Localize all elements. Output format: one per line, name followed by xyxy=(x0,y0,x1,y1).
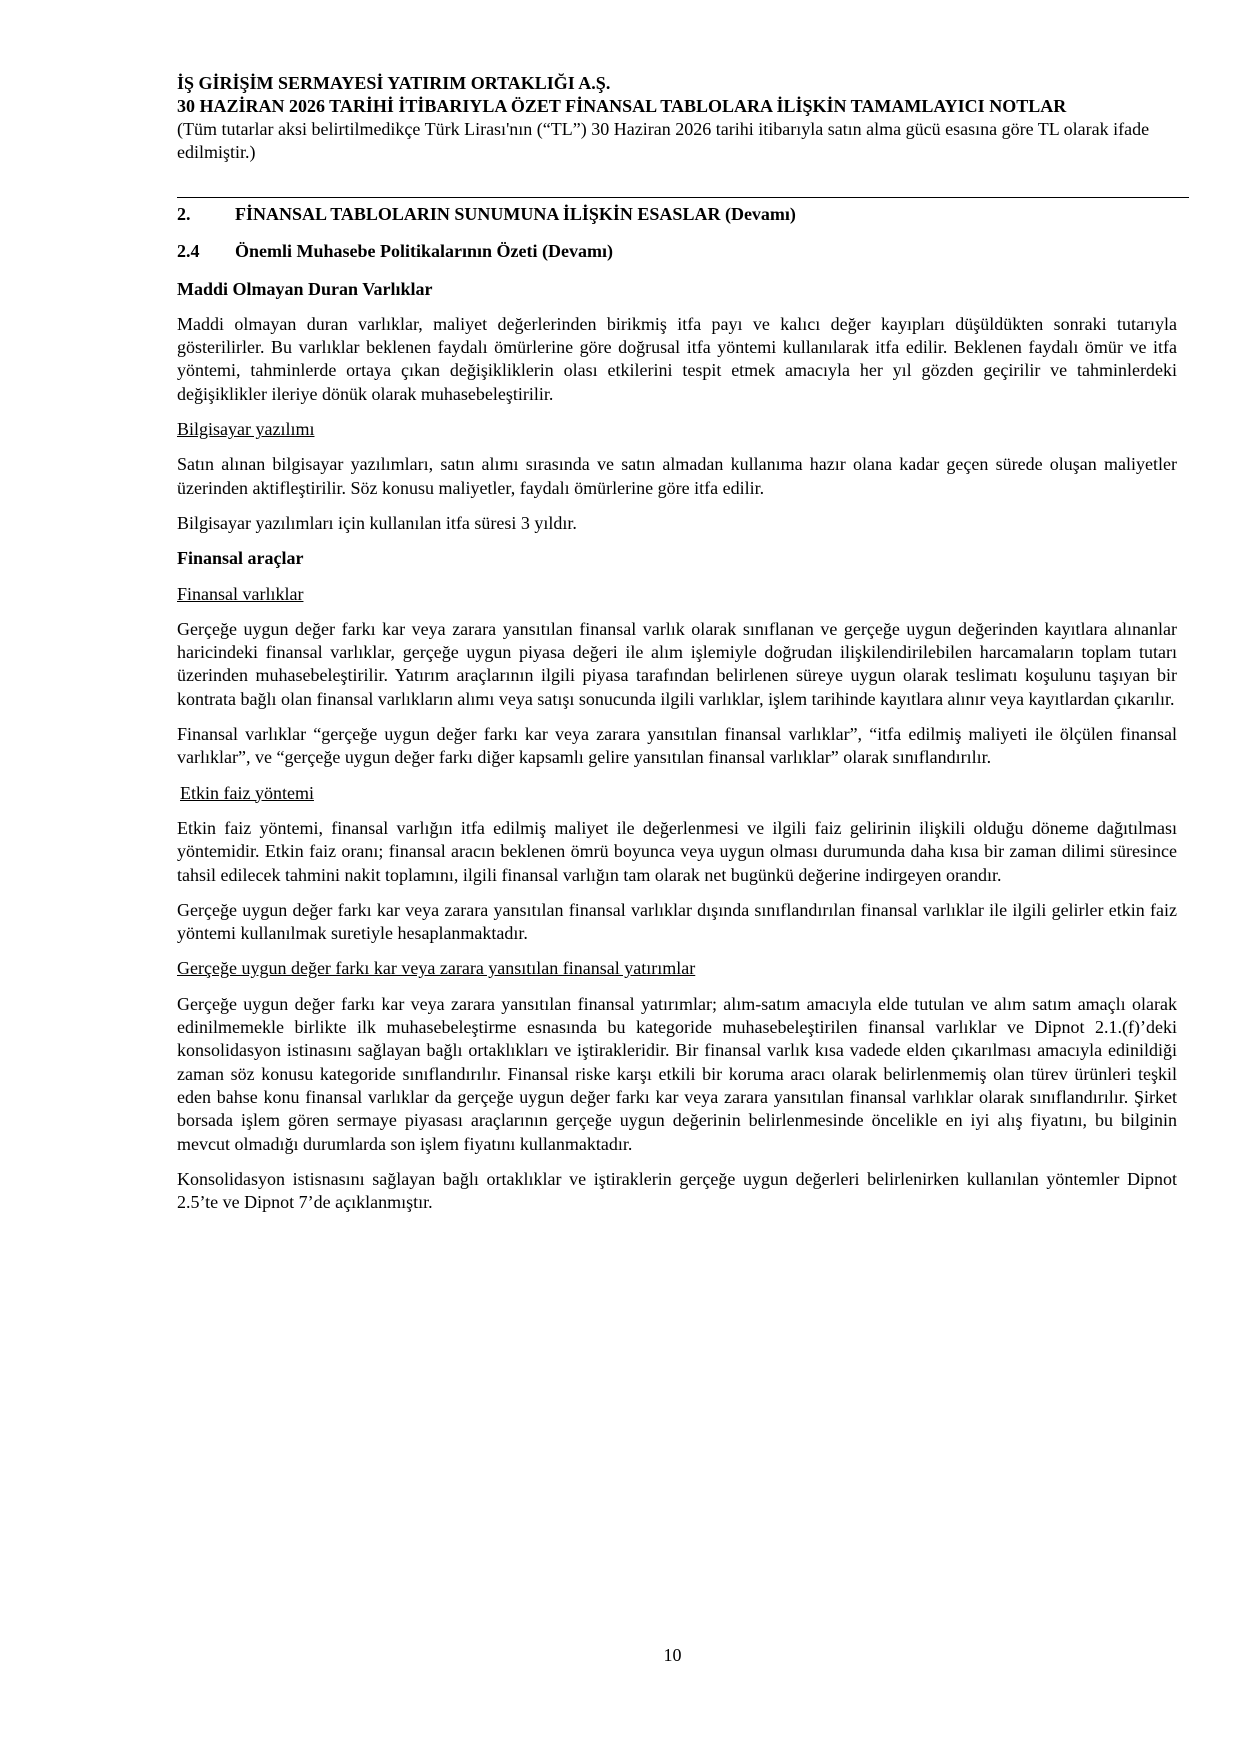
section-number: 2. xyxy=(177,204,191,224)
section-heading xyxy=(177,203,1177,226)
page-content xyxy=(177,203,1177,1226)
financial-assets-paragraph-2: Finansal varlıklar “gerçeğe uygun değer farkı kar veya zarara yansıtılan finansal varlıklar”, “itfa edilmiş maliyeti ile ölçülen finansal varlıklar”, ve “gerçeğe uygun değer farkı diğer kapsamlı gelire yansıtılan finansal varlıklar” olarak sınıflandırılır. xyxy=(177,724,1177,768)
fvtpl-paragraph-1: Gerçeğe uygun değer farkı kar veya zarara yansıtılan finansal yatırımlar; alım-satım amacıyla elde tutulan ve alım satım amaçlı olarak edinilmemekle birlikte ilk muhasebeleştirme esnasında bu kategoride muhasebeleştirilen finansal varlıklar ve Dipnot 2.1.(f)’deki konsolidasyon istinasını sağlayan bağlı ortaklıkları ve iştirakleridir. Bir finansal varlık kısa vadede elden çıkarılması amacıyla edinildiği zaman söz konusu kategoride sınıflandırılır. Finansal riske karşı etkili bir koruma aracı olarak belirlenmemiş olan türev ürünleri teşkil eden bahse konu finansal varlıklar da gerçeğe uygun değer farkı kar veya zarara yansıtılan finansal varlıklar olarak sınıflandırılır. Şirket borsada işlem gören sermaye piyasası araçlarının gerçeğe uygun değerinin belirlenmesinde öncelikle en iyi alış fiyatını, bu bilginin mevcut olmadığı durumlarda son işlem fiyatını kullanmaktadır. xyxy=(177,993,1177,1154)
financial-instruments-heading: Finansal araçlar xyxy=(177,548,304,569)
header-divider xyxy=(177,197,1189,198)
subsection-title: Önemli Muhasebe Politikalarının Özeti (Devamı) xyxy=(235,241,613,262)
software-paragraph-1: Satın alınan bilgisayar yazılımları, satın alımı sırasında ve satın almadan kullanıma hazır olana kadar geçen sürede oluşan maliyetler üzerinden aktifleştirilir. Söz konusu maliyetler, faydalı ömürlerine göre itfa edilir. xyxy=(177,454,1177,498)
software-paragraph-2: Bilgisayar yazılımları için kullanılan itfa süresi 3 yıldır. xyxy=(177,512,577,533)
financial-assets-heading: Finansal varlıklar xyxy=(177,583,304,604)
effective-interest-paragraph-2: Gerçeğe uygun değer farkı kar veya zarara yansıtılan finansal varlıklar dışında sınıflandırılan finansal varlıklar ile ilgili gelirler etkin faiz yöntemi kullanılmak suretiyle hesaplanmaktadır. xyxy=(177,899,1177,944)
company-name: İŞ GİRİŞİM SERMAYESİ YATIRIM ORTAKLIĞI A.Ş. xyxy=(177,73,611,93)
currency-note: (Tüm tutarlar aksi belirtilmedikçe Türk Lirası'nın (“TL”) 30 Haziran 2026 tarihi itibarıyla satın alma gücü esasına göre TL olarak ifade edilmiştir.) xyxy=(177,119,1150,162)
intangibles-paragraph: Maddi olmayan duran varlıklar, maliyet değerlerinden birikmiş itfa payı ve kalıcı değer kayıpları düşüldükten sonraki tutarıyla gösterilirler. Bu varlıklar beklenen faydalı ömürlerine göre doğrusal itfa yöntemi kullanılarak itfa edilir. Beklenen faydalı ömür ve itfa yöntemi, tahminlerde ortaya çıkan değişikliklerin olası etkilerini tespit etmek amacıyla her yıl gözden geçirilir ve tahminlerdeki değişiklikler ileriye dönük olarak muhasebeleştirilir. xyxy=(177,313,1177,404)
report-title: 30 HAZİRAN 2026 TARİHİ İTİBARIYLA ÖZET FİNANSAL TABLOLARA İLİŞKİN TAMAMLAYICI NOTLAR xyxy=(177,96,1067,116)
page-header xyxy=(177,72,1177,164)
fvtpl-paragraph-2: Konsolidasyon istisnasını sağlayan bağlı ortaklıklar ve iştiraklerin gerçeğe uygun değerleri belirlenirken kullanılan yöntemler Dipnot 2.5’te ve Dipnot 7’de açıklanmıştır. xyxy=(177,1168,1177,1213)
fvtpl-heading: Gerçeğe uygun değer farkı kar veya zarara yansıtılan finansal yatırımlar xyxy=(177,958,696,979)
subsection-heading xyxy=(177,240,1177,263)
effective-interest-heading: Etkin faiz yöntemi xyxy=(180,782,314,803)
section-title: FİNANSAL TABLOLARIN SUNUMUNA İLİŞKİN ESASLAR (Devamı) xyxy=(235,204,796,224)
software-heading: Bilgisayar yazılımı xyxy=(177,419,315,440)
subsection-number: 2.4 xyxy=(177,241,200,262)
page-number: 10 xyxy=(663,1645,682,1665)
intangibles-heading: Maddi Olmayan Duran Varlıklar xyxy=(177,278,433,299)
effective-interest-paragraph-1: Etkin faiz yöntemi, finansal varlığın itfa edilmiş maliyet ile değerlenmesi ve ilgili faiz gelirinin ilişkili olduğu döneme dağıtılması yöntemidir. Etkin faiz oranı; finansal aracın beklenen ömrü boyunca veya uygun olması durumunda daha kısa bir zaman dilimi süresince tahsil edilecek tahmini nakit toplamını, ilgili finansal varlığın tam olarak net bugünkü değerine indirgeyen orandır. xyxy=(177,817,1177,885)
financial-assets-paragraph-1: Gerçeğe uygun değer farkı kar veya zarara yansıtılan finansal varlık olarak sınıflanan ve gerçeğe uygun değerinden kayıtlara alınanlar haricindeki finansal varlıklar, gerçeğe uygun piyasa değeri ile alım işlemiyle doğrudan ilişkilendirilebilen harcamaların toplam tutarı üzerinden muhasebeleştirilir. Yatırım araçlarının ilgili piyasa tarafından belirlenen süreye uygun olarak teslimatı koşulunu taşıyan bir kontrata bağlı olan finansal varlıkların alımı veya satışı sonucunda ilgili varlıklar, işlem tarihinde kayıtlara alınır veya kayıtlardan çıkarılır. xyxy=(177,618,1177,709)
